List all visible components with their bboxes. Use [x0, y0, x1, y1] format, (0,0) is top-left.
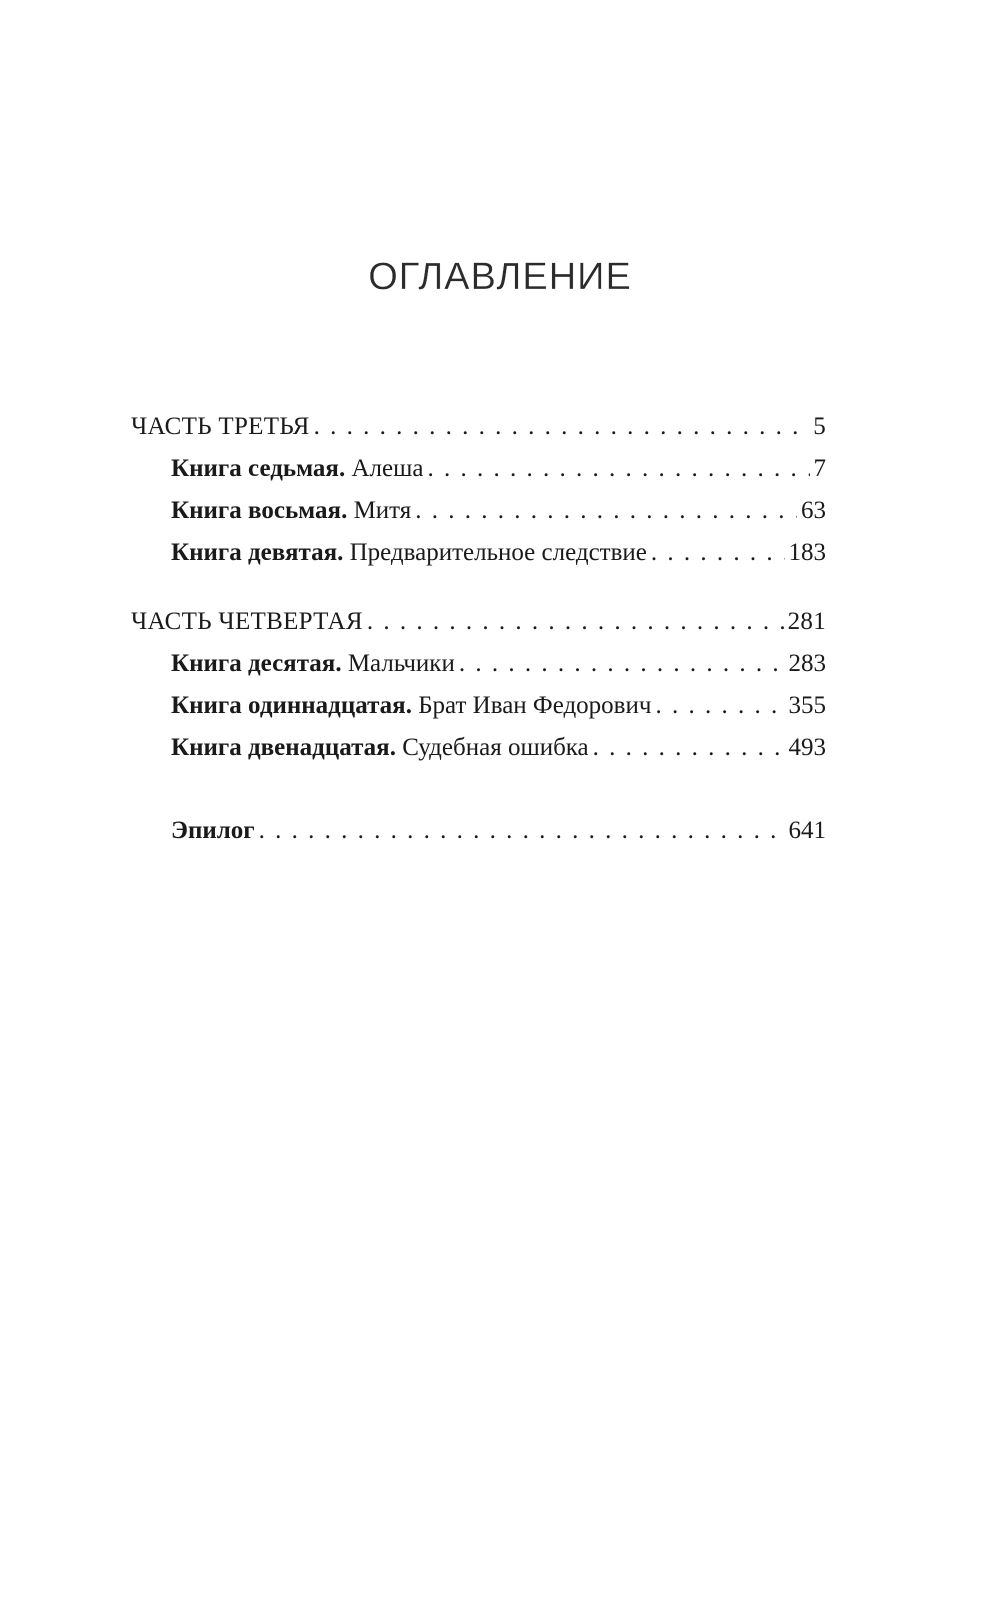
toc-page-number: 493: [788, 734, 826, 761]
toc-page-number: 641: [788, 817, 826, 844]
toc-page-number: 283: [788, 650, 826, 677]
dot-leader: [651, 536, 785, 570]
toc-entry-bold: Книга двенадцатая.: [171, 734, 396, 761]
toc-entry-title: ЧАСТЬ ЧЕТВЕРТАЯ: [131, 608, 363, 635]
dot-leader: [314, 410, 810, 444]
toc-entry-part-3: [131, 410, 826, 444]
dot-leader: [655, 689, 784, 723]
toc-entry-bold: Книга девятая.: [171, 539, 344, 566]
dot-leader: [259, 814, 785, 848]
toc-entry-epilogue: [171, 814, 826, 848]
toc-page-number: 63: [801, 497, 826, 524]
toc-entry-title: Предварительное следствие: [349, 539, 647, 566]
dot-leader: [459, 647, 785, 681]
toc-entry-bold: Книга восьмая.: [171, 497, 348, 524]
toc-entry-title: Судебная ошибка: [402, 734, 589, 761]
toc-entry-book-7: [171, 452, 826, 486]
toc-page-number: 183: [788, 539, 826, 566]
toc-entry-book-9: [171, 536, 826, 570]
toc-entry-book-11: [171, 689, 826, 723]
toc-entry-bold: Книга седьмая.: [171, 455, 346, 482]
toc-entry-bold: Эпилог: [171, 817, 255, 844]
toc-entry-bold: Книга десятая.: [171, 650, 342, 677]
toc-entry-title: Алеша: [351, 455, 424, 482]
toc-page-number: 7: [813, 455, 826, 482]
toc-entry-title: Мальчики: [347, 650, 455, 677]
dot-leader: [593, 731, 785, 765]
page-title: ОГЛАВЛЕНИЕ: [368, 256, 632, 298]
toc-entry-title: Митя: [353, 497, 412, 524]
dot-leader: [415, 494, 797, 528]
toc-entry-bold: Книга одиннадцатая.: [171, 692, 412, 719]
toc-page-number: 5: [813, 413, 826, 440]
toc-page-number: 281: [787, 608, 826, 635]
toc-entry-part-4: [131, 605, 826, 639]
toc-entry-title: Брат Иван Федорович: [418, 692, 652, 719]
toc-entry-book-8: [171, 494, 826, 528]
dot-leader: [367, 605, 784, 639]
toc-page-number: 355: [788, 692, 826, 719]
dot-leader: [427, 452, 809, 486]
toc-entry-book-10: [171, 647, 826, 681]
toc-entry-book-12: [171, 731, 826, 765]
toc-entry-title: ЧАСТЬ ТРЕТЬЯ: [131, 413, 310, 440]
